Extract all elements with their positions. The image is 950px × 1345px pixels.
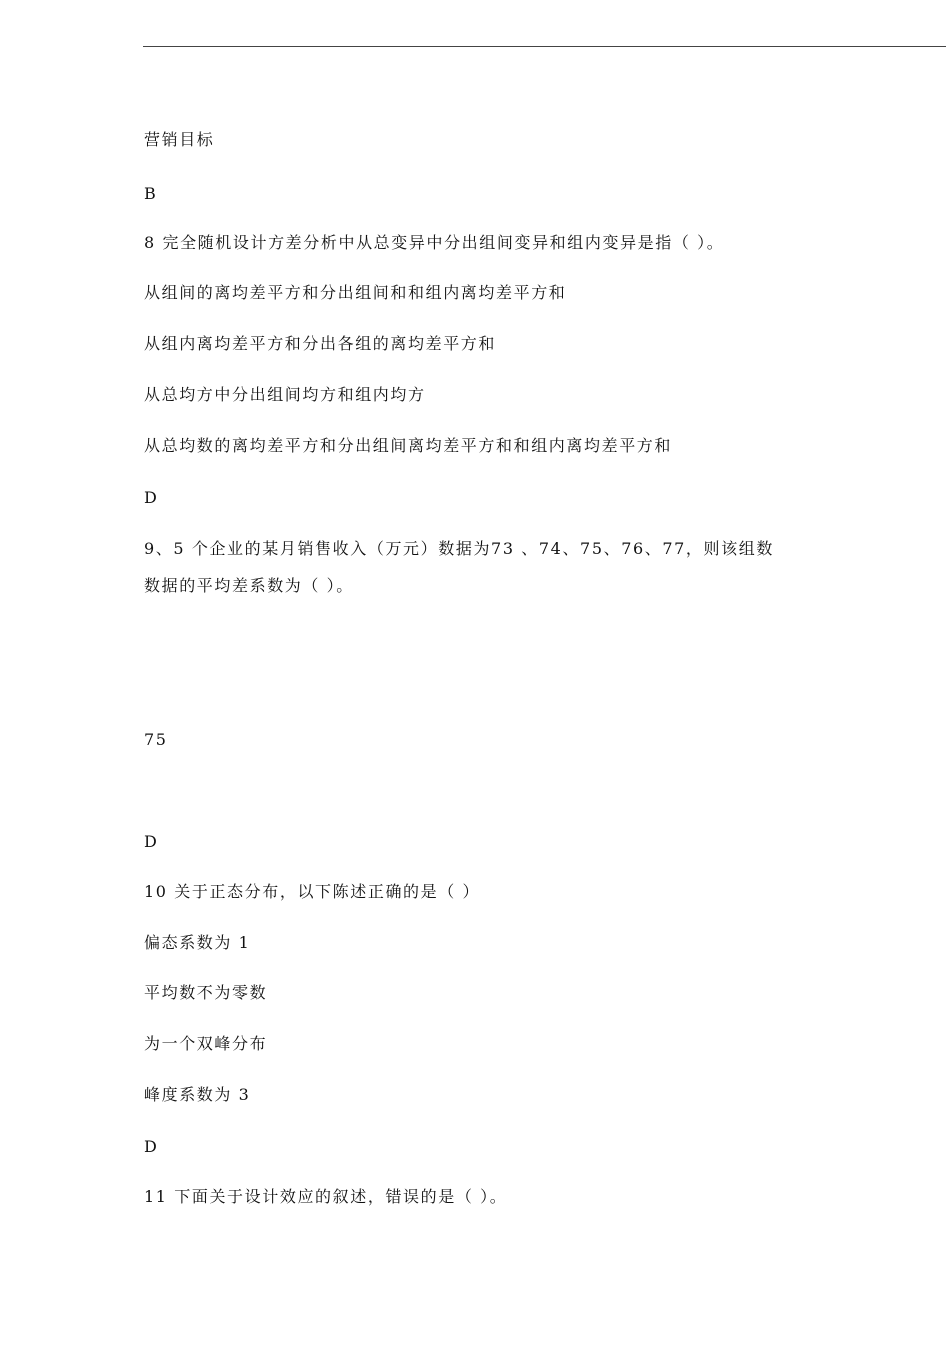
- question-10: 10 关于正态分布，以下陈述正确的是（ ）: [144, 882, 481, 901]
- question-10-option-d: 峰度系数为 3: [144, 1085, 251, 1104]
- question-10-option-a: 偏态系数为 1: [144, 933, 251, 952]
- question-8-option-c: 从总均方中分出组间均方和组内均方: [144, 385, 426, 404]
- question-8-option-a: 从组间的离均差平方和分出组间和和组内离均差平方和: [144, 283, 567, 302]
- question-8: 8 完全随机设计方差分析中从总变异中分出组间变异和组内变异是指（ ）。: [144, 233, 725, 252]
- question-9-line-1: 9、5 个企业的某月销售收入（万元）数据为73 、74、75、76、77，则该组数: [144, 539, 774, 558]
- question-9-option: 75: [144, 730, 168, 749]
- question-8-answer: D: [144, 488, 159, 507]
- question-8-option-d: 从总均数的离均差平方和分出组间离均差平方和和组内离均差平方和: [144, 436, 673, 455]
- question-9-answer: D: [144, 832, 159, 851]
- question-10-option-b: 平均数不为零数: [144, 983, 268, 1002]
- question-10-option-c: 为一个双峰分布: [144, 1034, 268, 1053]
- question-11: 11 下面关于设计效应的叙述，错误的是（ ）。: [144, 1187, 508, 1206]
- header-rule: [143, 46, 946, 47]
- answer-option-text: 营销目标: [144, 130, 215, 149]
- question-8-option-b: 从组内离均差平方和分出各组的离均差平方和: [144, 334, 497, 353]
- question-10-answer: D: [144, 1137, 159, 1156]
- answer-key: B: [144, 184, 158, 203]
- question-9-line-2: 数据的平均差系数为（ ）。: [144, 576, 354, 595]
